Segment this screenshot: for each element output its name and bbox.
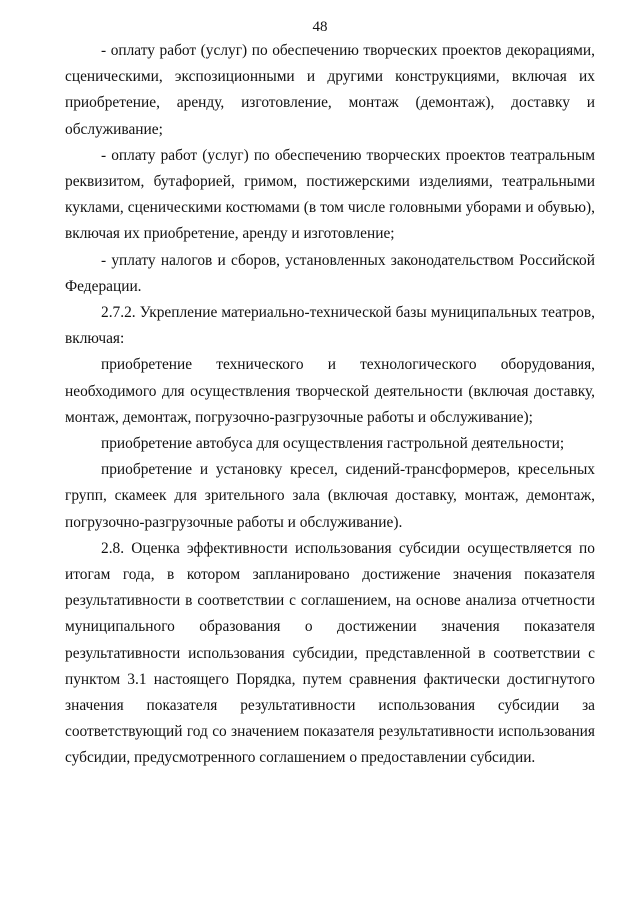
paragraph-section-2-8: 2.8. Оценка эффективности использования субсидии осуществляется по итогам года, в котором запланировано достижение значения показателя результативности в соответствии с соглашением, на основе анализа отчетности муниципального образования о достижении значения показателя результативности использования субсидии, представленной в соответствии с пунктом 3.1 настоящего Порядка, путем сравнения фактически достигнутого значения показателя результативности использования субсидии за соответствующий год со значением показателя результативности использования субсидии, предусмотренного соглашением о предоставлении субсидии. (65, 539, 595, 767)
paragraph-taxes: - уплату налогов и сборов, установленных законодательством Российской Федерации. (65, 251, 595, 295)
paragraph-seating: приобретение и установку кресел, сидений-трансформеров, кресельных групп, скамеек для зрительного зала (включая доставку, монтаж, демонтаж, погрузочно-разгрузочные работы и обслуживание). (65, 461, 595, 531)
paragraph-props-costumes: - оплату работ (услуг) по обеспечению творческих проектов театральным реквизитом, бутафорией, гримом, постижерскими изделиями, театральными куклами, сценическими костюмами (в том числе головными уборами и обувью), включая их приобретение, аренду и изготовление; (65, 146, 595, 243)
page-number: 48 (312, 19, 328, 35)
paragraph-decorations: - оплату работ (услуг) по обеспечению творческих проектов декорациями, сценическими, экспозиционными и другими конструкциями, включая их приобретение, аренду, изготовление, монтаж (демонтаж), доставку и обслуживание; (65, 42, 595, 138)
paragraph-equipment: приобретение технического и технологического оборудования, необходимого для осуществления творческой деятельности (включая доставку, монтаж, демонтаж, погрузочно-разгрузочные работы и обслуживание); (65, 356, 595, 426)
paragraph-bus: приобретение автобуса для осуществления гастрольной деятельности; (101, 435, 565, 453)
document-body (65, 38, 595, 772)
paragraph-section-2-7-2: 2.7.2. Укрепление материально-технической базы муниципальных театров, включая: (65, 304, 595, 348)
